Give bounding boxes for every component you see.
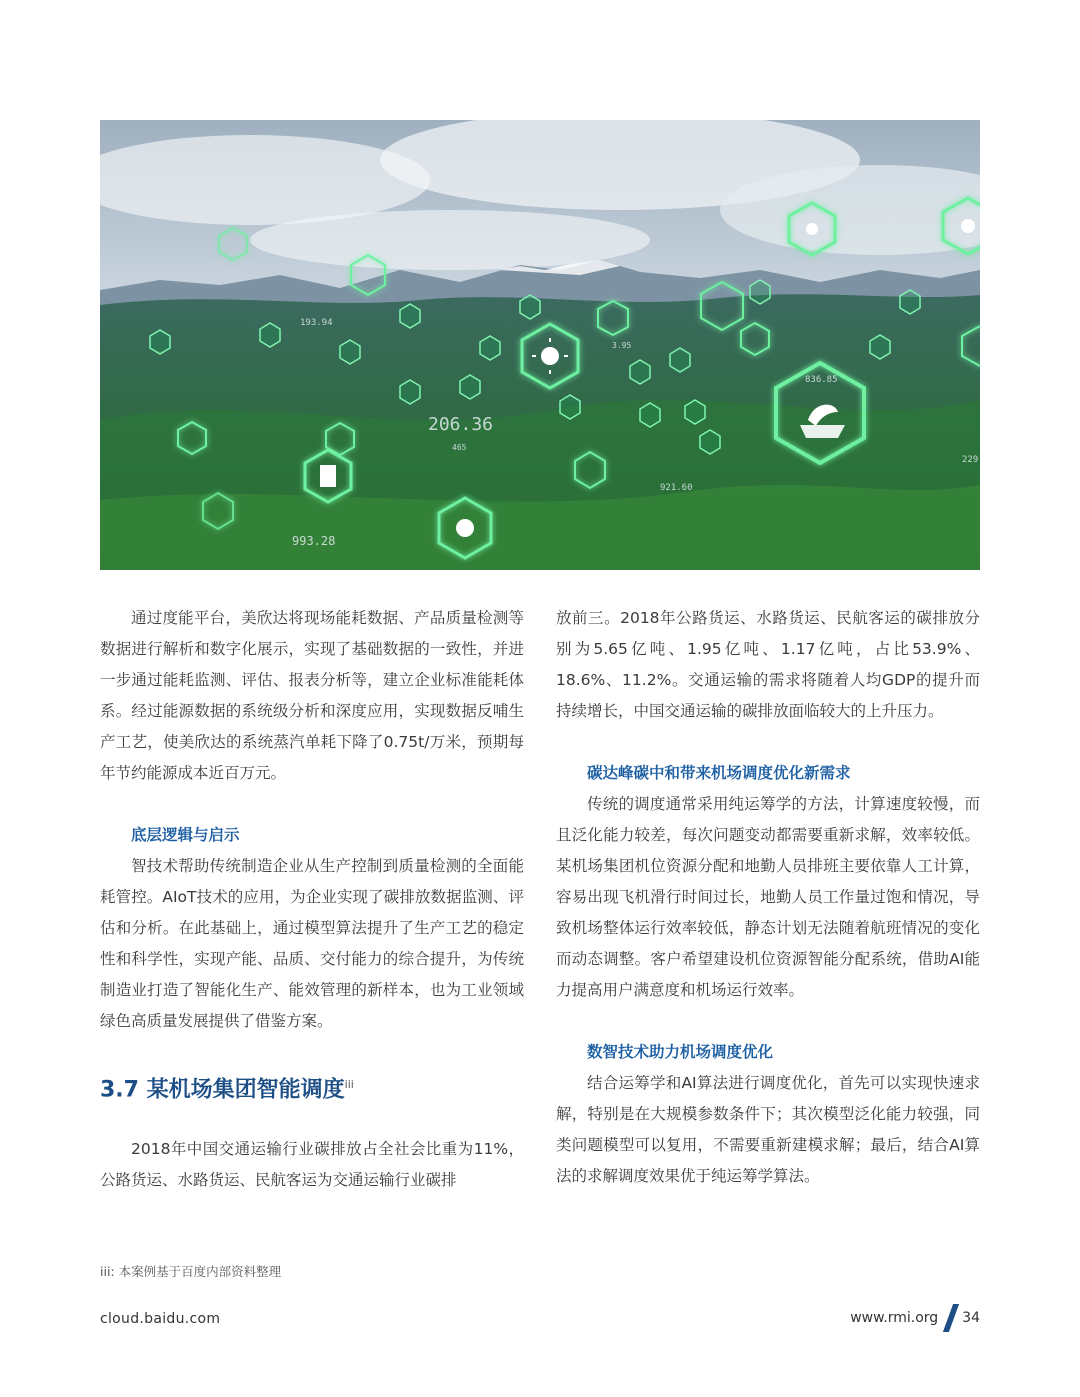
subheading: 底层逻辑与启示	[131, 826, 240, 844]
svg-text:3.95: 3.95	[612, 341, 632, 350]
body-paragraph: 传统的调度通常采用纯运筹学的方法，计算速度较慢，而且泛化能力较差，每次问题变动都需要重新求解，效率较低。某机场集团机位资源分配和地勤人员排班主要依靠人工计算，容易出现飞机滑行时间过长，地勤人员工作量过饱和情况，导致机场整体运行效率较低，静态计划无法随着航班情况的变化而动态调整。客户希望建设机位资源智能分配系统，借助AI能力提高用户满意度和机场运行效率。	[556, 795, 980, 999]
svg-text:836.85: 836.85	[805, 375, 838, 385]
right-column	[556, 603, 980, 1192]
footer-right	[850, 1303, 980, 1333]
body-paragraph: 2018年中国交通运输行业碳排放占全社会比重为11%，公路货运、水路货运、民航客运为交通运输行业碳排	[100, 1140, 524, 1190]
left-column	[100, 603, 524, 1196]
page-number: 34	[962, 1310, 980, 1326]
svg-text:193.94: 193.94	[300, 318, 333, 328]
footnote-marker: iii	[344, 1078, 354, 1091]
body-paragraph: 智技术帮助传统制造企业从生产控制到质量检测的全面能耗管控。AIoT技术的应用，为企业实现了碳排放数据监测、评估和分析。在此基础上，通过模型算法提升了生产工艺的稳定性和科学性，实现产能、品质、交付能力的综合提升，为传统制造业打造了智能化生产、能效管理的新样本，也为工业领域绿色高质量发展提供了借鉴方案。	[100, 857, 524, 1030]
svg-text:465: 465	[452, 443, 467, 452]
footnote: iii: 本案例基于百度内部资料整理	[100, 1264, 282, 1279]
slash-divider	[943, 1304, 959, 1332]
hero-landscape-image	[100, 120, 980, 570]
body-paragraph: 放前三。2018年公路货运、水路货运、民航客运的碳排放分别为5.65亿吨、1.95亿吨、1.17亿吨，占比53.9%、18.6%、11.2%。交通运输的需求将随着人均GDP的提升而持续增长，中国交通运输的碳排放面临较大的上升压力。	[556, 609, 980, 720]
body-paragraph: 结合运筹学和AI算法进行调度优化，首先可以实现快速求解，特别是在大规模参数条件下；其次模型泛化能力较强，同类问题模型可以复用，不需要重新建模求解；最后，结合AI算法的求解调度效果优于纯运筹学算法。	[556, 1074, 980, 1185]
section-title: 3.7 某机场集团智能调度$^{iii}$	[100, 1077, 354, 1103]
subheading: 碳达峰碳中和带来机场调度优化新需求	[587, 764, 851, 782]
svg-text:921.60: 921.60	[660, 483, 693, 493]
footer-link-rmi[interactable]: www.rmi.org	[850, 1310, 939, 1326]
subheading: 数智技术助力机场调度优化	[587, 1043, 774, 1061]
footer-link-baidu[interactable]: cloud.baidu.com	[100, 1311, 221, 1327]
body-paragraph: 通过度能平台，美欣达将现场能耗数据、产品质量检测等数据进行解析和数字化展示，实现了基础数据的一致性，并进一步通过能耗监测、评估、报表分析等，建立企业标准能耗体系。经过能源数据的系统级分析和深度应用，实现数据反哺生产工艺，使美欣达的系统蒸汽单耗下降了0.75t/万米，预期每年节约能源成本近百万元。	[100, 609, 524, 782]
svg-text:993.28: 993.28	[292, 534, 336, 548]
svg-text:229: 229	[962, 455, 979, 465]
svg-text:206.36: 206.36	[428, 414, 494, 435]
landscape-illustration	[100, 120, 980, 570]
